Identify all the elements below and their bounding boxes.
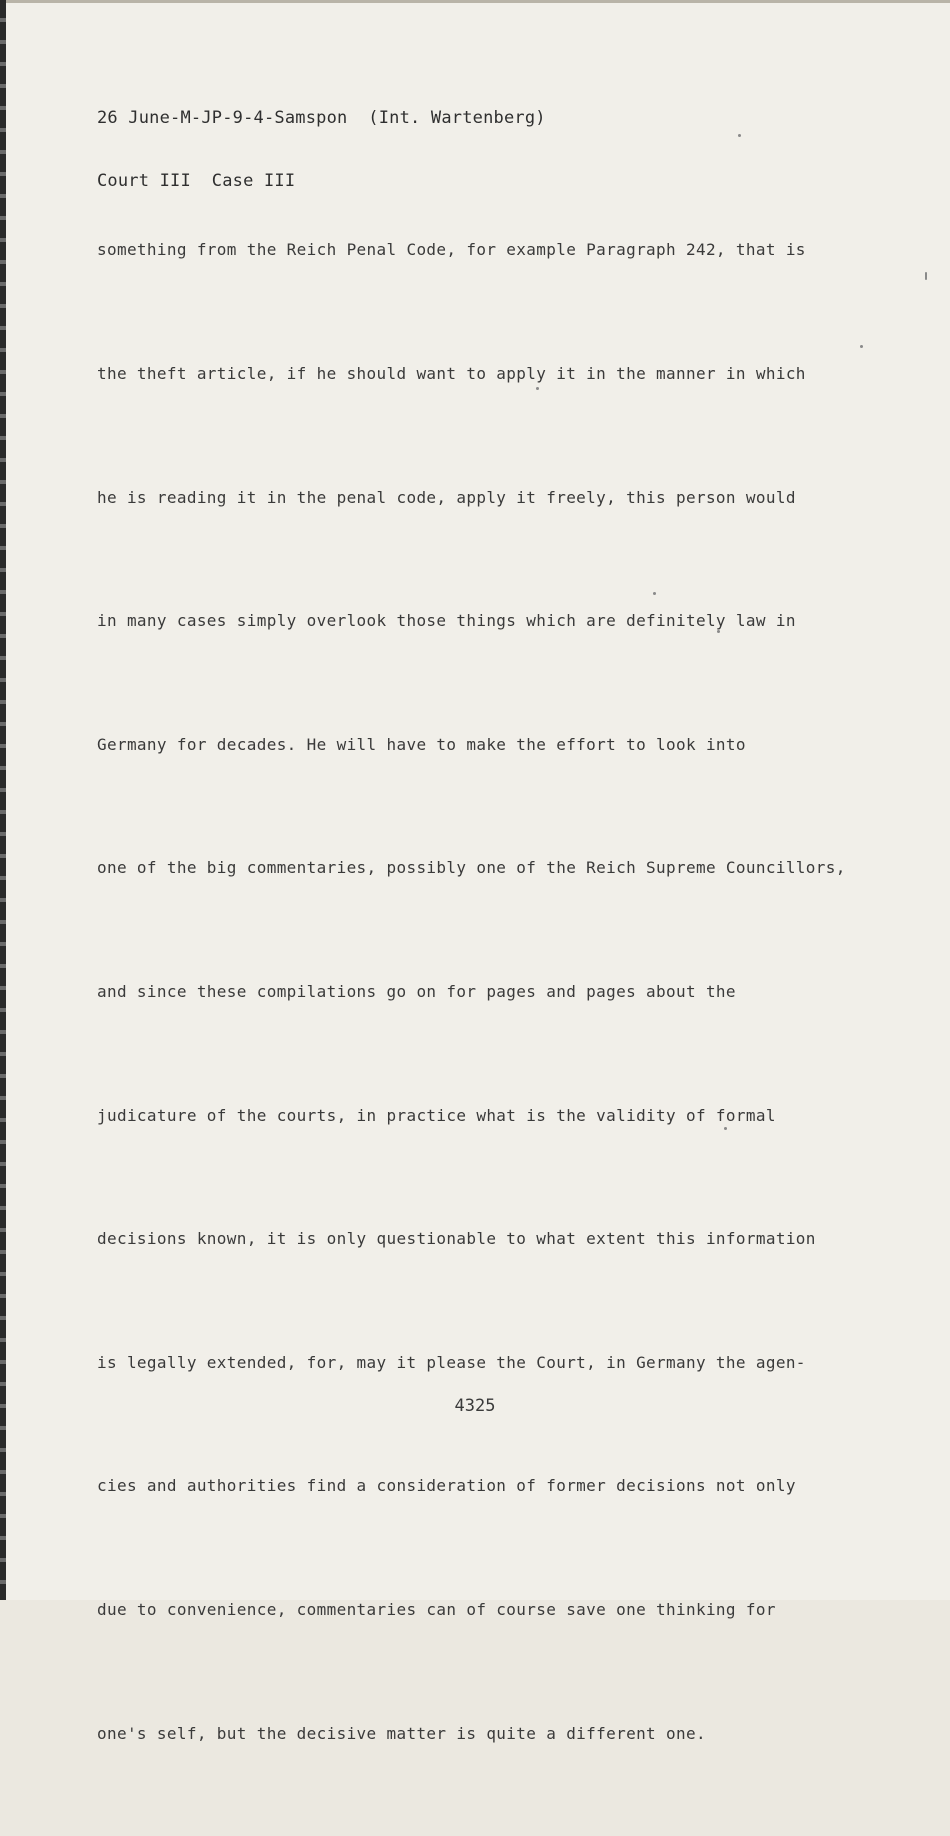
transcript-line: decisions known, it is only questionable to what extent this information	[97, 1229, 816, 1249]
scan-speck	[925, 272, 927, 280]
page-number: 4325	[454, 1396, 496, 1416]
transcript-line: and since these compilations go on for pages and pages about the	[97, 981, 736, 1001]
transcript-line: in many cases simply overlook those things which are definitely law in	[97, 611, 796, 631]
header-line-1: 26 June-M-JP-9-4-Samspon (Int. Wartenberg)	[97, 108, 546, 128]
scan-speck	[653, 592, 656, 595]
transcript-line: he is reading it in the penal code, apply it freely, this person would	[97, 487, 796, 507]
transcript-body	[97, 147, 877, 1836]
binding-edge	[0, 0, 6, 1600]
transcript-line: is legally extended, for, may it please the Court, in Germany the agen-	[97, 1352, 806, 1372]
scan-speck	[717, 630, 720, 633]
scan-speck	[738, 134, 741, 137]
transcript-line: one's self, but the decisive matter is quite a different one.	[97, 1723, 706, 1743]
transcript-line: judicature of the courts, in practice what is the validity of formal	[97, 1105, 776, 1125]
header-line-2: Court III Case III	[97, 171, 296, 191]
scan-speck	[536, 387, 539, 390]
transcript-line: due to convenience, commentaries can of course save one thinking for	[97, 1599, 776, 1619]
scan-speck	[724, 1127, 727, 1130]
transcript-line: one of the big commentaries, possibly one of the Reich Supreme Councillors,	[97, 858, 846, 878]
transcript-line: Germany for decades. He will have to make the effort to look into	[97, 734, 746, 754]
scan-speck	[860, 345, 863, 348]
transcript-line: the theft article, if he should want to apply it in the manner in which	[97, 364, 806, 383]
transcript-line: cies and authorities find a consideration of former decisions not only	[97, 1476, 796, 1496]
transcript-line: something from the Reich Penal Code, for example Paragraph 242, that is	[97, 240, 806, 260]
page-top-edge	[6, 0, 950, 3]
